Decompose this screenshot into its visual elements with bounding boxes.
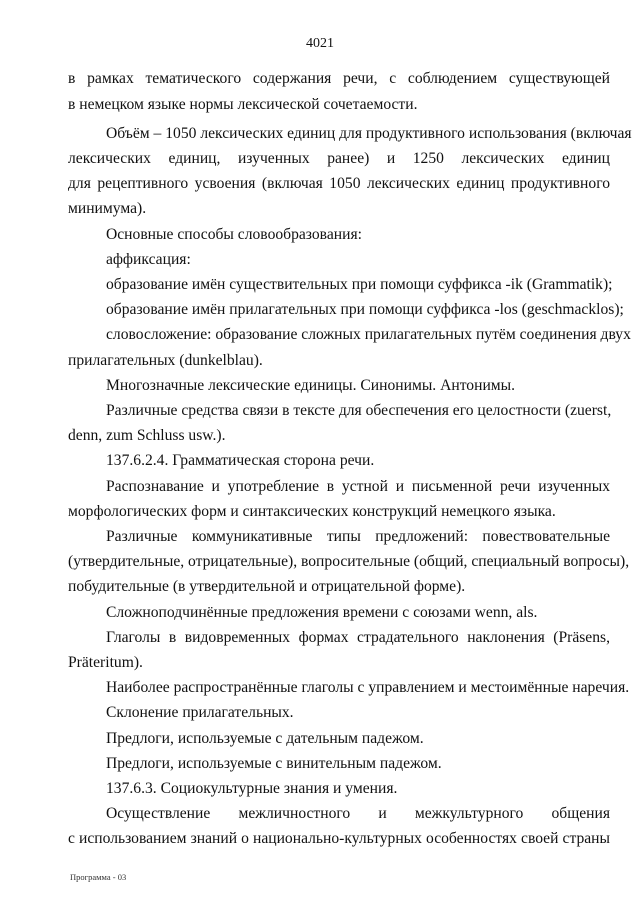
text-line: прилагательных (dunkelblau).: [68, 352, 263, 369]
text-line: Предлоги, используемые с винительным падежом.: [106, 755, 442, 772]
text-line: Präteritum).: [68, 654, 143, 671]
text-line: образование имён прилагательных при помощи суффикса -los (geschmacklos);: [106, 301, 624, 318]
text-line: Склонение прилагательных.: [106, 704, 294, 721]
text-line: 137.6.2.4. Грамматическая сторона речи.: [106, 452, 375, 469]
footer-label: Программа - 03: [70, 872, 127, 882]
text-line: лексических единиц, изученных ранее) и 1250 лексических единиц: [68, 150, 610, 167]
text-line: Различные средства связи в тексте для обеспечения его целостности (zuerst,: [106, 402, 612, 419]
text-line: Глаголы в видовременных формах страдательного наклонения (Präsens,: [106, 629, 610, 646]
text-line: Сложноподчинённые предложения времени с союзами wenn, als.: [106, 604, 538, 621]
text-line: образование имён существительных при помощи суффикса -ik (Grammatik);: [106, 276, 613, 293]
text-line: аффиксация:: [106, 251, 191, 268]
text-line: побудительные (в утвердительной и отрицательной форме).: [68, 578, 466, 595]
text-line: в рамках тематического содержания речи, с соблюдением существующей: [68, 70, 610, 87]
text-line: с использованием знаний о национально-культурных особенностях своей страны: [68, 830, 610, 847]
text-line: Объём – 1050 лексических единиц для продуктивного использования (включая: [106, 125, 632, 142]
text-line: 137.6.3. Социокультурные знания и умения.: [106, 780, 398, 797]
text-line: минимума).: [68, 200, 147, 217]
text-line: Многозначные лексические единицы. Синонимы. Антонимы.: [106, 377, 516, 394]
text-line: denn, zum Schluss usw.).: [68, 427, 226, 444]
text-line: для рецептивного усвоения (включая 1050 лексических единиц продуктивного: [68, 175, 610, 192]
text-line: Основные способы словообразования:: [106, 226, 362, 243]
text-line: в немецком языке нормы лексической сочетаемости.: [68, 96, 418, 113]
text-line: Различные коммуникативные типы предложений: повествовательные: [106, 528, 610, 545]
text-line: Осуществление межличностного и межкультурного общения: [106, 805, 610, 822]
text-line: Наиболее распространённые глаголы с управлением и местоимённые наречия.: [106, 679, 630, 696]
text-line: Распознавание и употребление в устной и письменной речи изученных: [106, 478, 610, 495]
text-line: (утвердительные, отрицательные), вопросительные (общий, специальный вопросы),: [68, 553, 630, 570]
text-line: Предлоги, используемые с дательным падежом.: [106, 730, 424, 747]
text-line: словосложение: образование сложных прилагательных путём соединения двух: [106, 326, 631, 343]
text-line: морфологических форм и синтаксических конструкций немецкого языка.: [68, 503, 556, 520]
page-number: 4021: [306, 36, 334, 51]
